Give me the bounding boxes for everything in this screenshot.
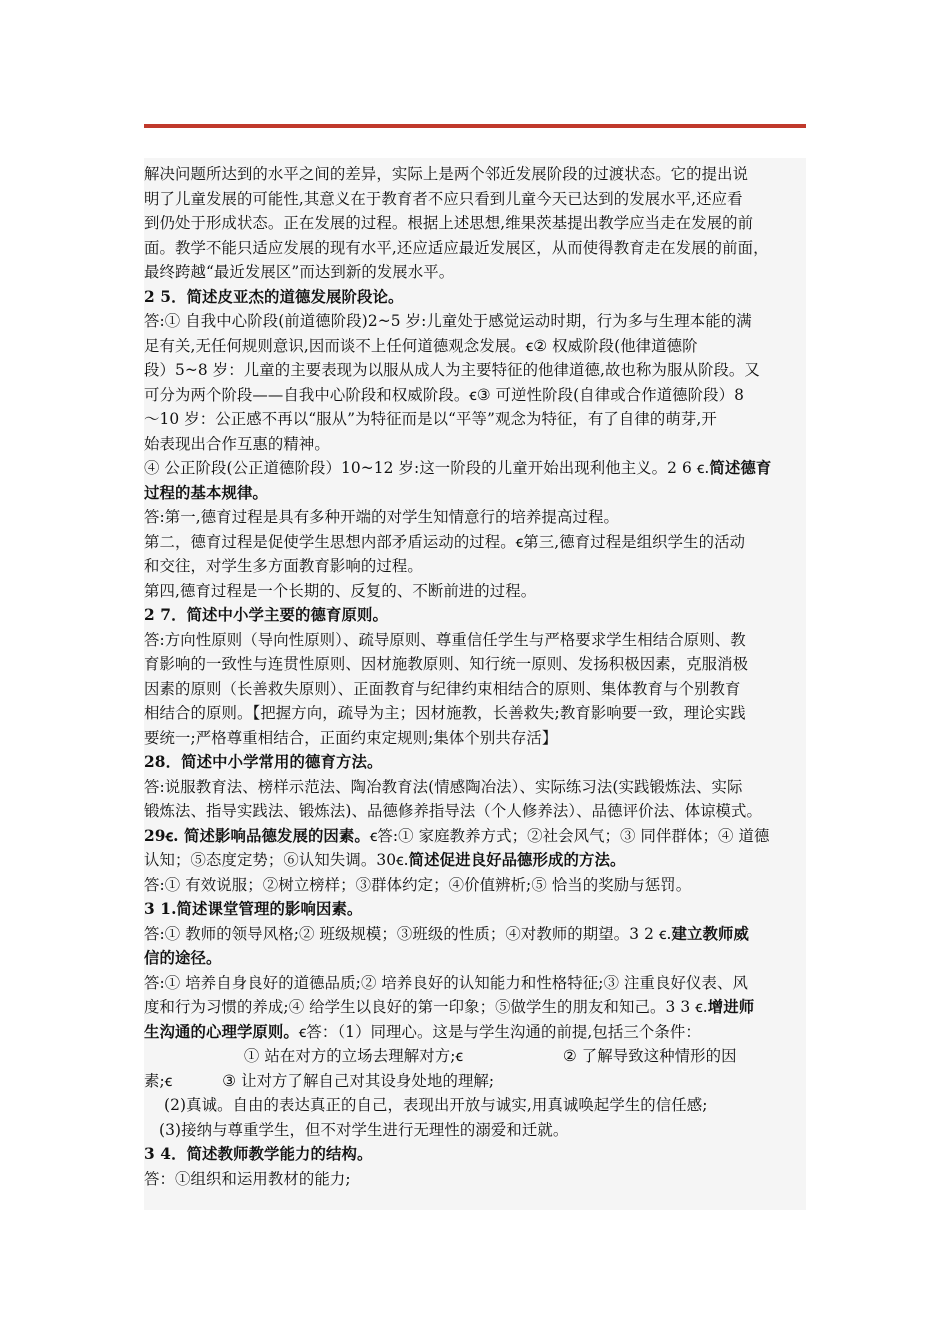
text-line bbox=[144, 995, 824, 1020]
text-line bbox=[144, 456, 824, 481]
text-line bbox=[144, 701, 824, 726]
section-heading bbox=[144, 946, 824, 971]
line-text: 第二，德育过程是促使学生思想内部矛盾运动的过程。ꞓ第三,德育过程是组织学生的活动 bbox=[144, 532, 746, 551]
heading-text: 3 4．简述教师教学能力的结构。 bbox=[144, 1145, 373, 1163]
text-line bbox=[144, 236, 824, 261]
line-text: 答：①组织和运用教材的能力; bbox=[144, 1169, 351, 1188]
line-text: 答:① 自我中心阶段(前道德阶段)2~5 岁:儿童处于感觉运动时期，行为多与生理本能的满 bbox=[144, 312, 752, 330]
document-body bbox=[144, 162, 824, 1191]
line-text: 答:① 培养自身良好的道德品质;② 培养良好的认知能力和性格特征;③ 注重良好仪表、风 bbox=[144, 973, 748, 992]
line-text: 素;ꞓ ③ 让对方了解自己对其设身处地的理解; bbox=[144, 1071, 495, 1090]
line-text: (2)真诚。自由的表达真正的自己，表现出开放与诚实,用真诚唤起学生的信任感; bbox=[144, 1096, 708, 1114]
header-rule bbox=[144, 124, 806, 128]
heading-text: 增进师 bbox=[707, 998, 755, 1016]
heading-text: 简述德育 bbox=[709, 459, 772, 477]
text-line bbox=[144, 383, 824, 408]
line-text: 答:① 有效说服；②树立榜样；③群体约定；④价值辨析;⑤ 恰当的奖励与惩罚。 bbox=[144, 875, 692, 894]
line-text: ① 站在对方的立场去理解对方;ꞓ ② 了解导致这种情形的因 bbox=[144, 1047, 737, 1065]
line-text: 答:① 教师的领导风格;② 班级规模；③班级的性质；④对教师的期望。3 2 ꞓ. bbox=[144, 924, 672, 943]
section-heading bbox=[144, 1142, 824, 1167]
line-text: 明了儿童发展的可能性,其意义在于教育者不应只看到儿童今天已达到的发展水平,还应看 bbox=[144, 189, 743, 208]
line-text: 度和行为习惯的养成;④ 给学生以良好的第一印象；⑤做学生的朋友和知己。3 3 ꞓ. bbox=[144, 998, 708, 1016]
line-text: ～10 岁：公正感不再以“服从”为特征而是以“平等”观念为特征，有了自律的萌芽,开 bbox=[144, 410, 717, 428]
text-line bbox=[144, 187, 824, 212]
text-line bbox=[144, 726, 824, 751]
text-line bbox=[144, 432, 824, 457]
section-heading bbox=[144, 897, 824, 922]
heading-text: 29ꞓ. 简述影响品德发展的因素。 bbox=[144, 826, 370, 845]
text-line bbox=[144, 579, 824, 604]
text-line bbox=[144, 1069, 824, 1094]
line-text: 到仍处于形成状态。正在发展的过程。根据上述思想,维果茨基提出教学应当走在发展的前 bbox=[144, 214, 754, 232]
heading-text: 过程的基本规律。 bbox=[144, 483, 268, 502]
line-text: 答:说服教育法、榜样示范法、陶冶教育法(情感陶冶法）、实际练习法(实践锻炼法、实际 bbox=[144, 777, 743, 796]
text-line bbox=[144, 309, 824, 334]
line-text: 和交往，对学生多方面教育影响的过程。 bbox=[144, 557, 423, 575]
text-line bbox=[144, 162, 824, 187]
text-line bbox=[144, 1044, 824, 1069]
heading-text: 建立教师威 bbox=[671, 924, 749, 943]
line-text: 相结合的原则。【把握方向，疏导为主；因材施教，长善救失;教育影响要一致，理论实践 bbox=[144, 704, 746, 722]
text-line bbox=[144, 873, 824, 898]
heading-text: 3 1.简述课堂管理的影响因素。 bbox=[144, 900, 363, 918]
line-text: 认知；⑤态度定势；⑥认知失调。30ꞓ. bbox=[144, 851, 409, 869]
section-heading bbox=[144, 481, 824, 506]
line-text: ꞓ答:① 家庭教养方式；②社会风气；③ 同伴群体；④ 道德 bbox=[369, 826, 770, 845]
text-line bbox=[144, 334, 824, 359]
line-text: 因素的原则（长善救失原则）、正面教育与纪律约束相结合的原则、集体教育与个别教育 bbox=[144, 679, 741, 698]
text-line bbox=[144, 1020, 824, 1045]
line-text: ꞓ答：（1）同理心。这是与学生沟通的前提,包括三个条件： bbox=[298, 1022, 701, 1041]
line-text: 答:第一,德育过程是具有多种开端的对学生知情意行的培养提高过程。 bbox=[144, 508, 619, 526]
text-line bbox=[144, 260, 824, 285]
heading-text: 2 7．简述中小学主要的德育原则。 bbox=[144, 606, 388, 624]
heading-text: 2 5．简述皮亚杰的道德发展阶段论。 bbox=[144, 287, 404, 306]
text-line bbox=[144, 407, 824, 432]
line-text: 始表现出合作互惠的精神。 bbox=[144, 434, 330, 453]
text-line bbox=[144, 628, 824, 653]
text-line bbox=[144, 677, 824, 702]
line-text: 可分为两个阶段——自我中心阶段和权威阶段。ꞓ③ 可逆性阶段(自律或合作道德阶段）8 bbox=[144, 385, 745, 404]
text-line bbox=[144, 824, 824, 849]
text-line bbox=[144, 1118, 824, 1143]
heading-text: 生沟通的心理学原则。 bbox=[144, 1022, 299, 1041]
line-text: ④ 公正阶段(公正道德阶段）10~12 岁:这一阶段的儿童开始出现利他主义。2 6 ꞓ. bbox=[144, 459, 710, 477]
text-line bbox=[144, 554, 824, 579]
section-heading bbox=[144, 285, 824, 310]
line-text: 育影响的一致性与连贯性原则、因材施教原则、知行统一原则、发扬积极因素，克服消极 bbox=[144, 655, 749, 673]
text-line bbox=[144, 799, 824, 824]
line-text: 第四,德育过程是一个长期的、反复的、不断前进的过程。 bbox=[144, 581, 537, 600]
line-text: (3)接纳与尊重学生，但不对学生进行无理性的溺爱和迁就。 bbox=[144, 1120, 569, 1139]
line-text: 足有关,无任何规则意识,因而谈不上任何道德观念发展。ꞓ② 权威阶段(他律道德阶 bbox=[144, 336, 698, 355]
line-text: 锻炼法、指导实践法、锻炼法)、品德修养指导法（个人修养法）、品德评价法、体谅模式。 bbox=[144, 802, 763, 820]
line-text: 要统一;严格尊重相结合，正面约束定规则;集体个别共存活】 bbox=[144, 728, 558, 747]
text-line bbox=[144, 922, 824, 947]
heading-text: 28．简述中小学常用的德育方法。 bbox=[144, 753, 383, 771]
text-line bbox=[144, 775, 824, 800]
text-line bbox=[144, 211, 824, 236]
text-line bbox=[144, 1167, 824, 1192]
text-line bbox=[144, 530, 824, 555]
line-text: 解决问题所达到的水平之间的差异，实际上是两个邻近发展阶段的过渡状态。它的提出说 bbox=[144, 165, 749, 183]
heading-text: 简述促进良好品德形成的方法。 bbox=[408, 851, 626, 869]
line-text: 答:方向性原则（导向性原则）、疏导原则、尊重信任学生与严格要求学生相结合原则、教 bbox=[144, 630, 746, 649]
text-line bbox=[144, 652, 824, 677]
line-text: 最终跨越“最近发展区”而达到新的发展水平。 bbox=[144, 263, 455, 281]
text-line bbox=[144, 971, 824, 996]
text-line bbox=[144, 358, 824, 383]
line-text: 面。教学不能只适应发展的现有水平,还应适应最近发展区，从而使得教育走在发展的前面， bbox=[144, 238, 769, 257]
section-heading bbox=[144, 750, 824, 775]
text-line bbox=[144, 1093, 824, 1118]
section-heading bbox=[144, 603, 824, 628]
text-line bbox=[144, 848, 824, 873]
text-line bbox=[144, 505, 824, 530]
heading-text: 信的途径。 bbox=[144, 949, 222, 967]
line-text: 段）5~8 岁：儿童的主要表现为以服从成人为主要特征的他律道德,故也称为服从阶段。又 bbox=[144, 361, 760, 379]
